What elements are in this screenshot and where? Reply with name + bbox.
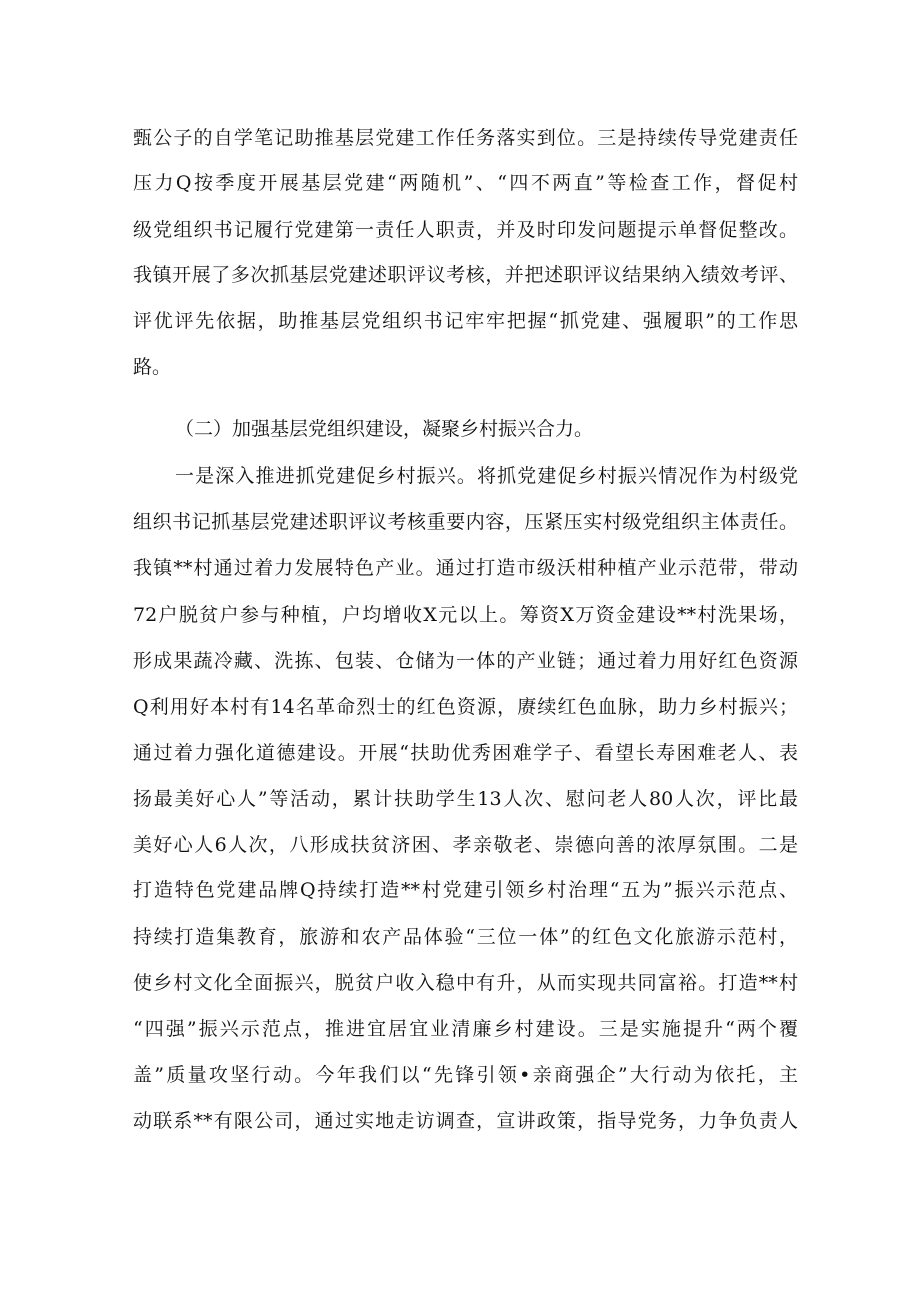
paragraph-line: 扬最美好心人”等活动，累计扶助学生13人次、慰问老人80人次，评比最 bbox=[133, 788, 798, 810]
paragraph-line: 压力Q按季度开展基层党建“两随机”、“四不两直”等检查工作，督促村 bbox=[133, 172, 798, 194]
paragraph-line: 形成果蔬冷藏、洗拣、包装、仓储为一体的产业链；通过着力用好红色资源 bbox=[133, 650, 798, 672]
paragraph-line: 使乡村文化全面振兴，脱贫户收入稳中有升，从而实现共同富裕。打造**村 bbox=[133, 972, 798, 994]
paragraph-line: 72户脱贫户参与种植，户均增收X元以上。筹资X万资金建设**村洗果场， bbox=[133, 604, 798, 626]
paragraph-line: 动联系**有限公司，通过实地走访调查，宣讲政策，指导党务，力争负责人 bbox=[133, 1110, 798, 1132]
paragraph-line: 持续打造集教育，旅游和农产品体验“三位一体”的红色文化旅游示范村， bbox=[133, 926, 798, 948]
paragraph-line: 一是深入推进抓党建促乡村振兴。将抓党建促乡村振兴情况作为村级党 bbox=[175, 465, 798, 487]
paragraph-line: 甄公子的自学笔记助推基层党建工作任务落实到位。三是持续传导党建责任 bbox=[133, 127, 798, 149]
paragraph-line: 我镇**村通过着力发展特色产业。通过打造市级沃柑种植产业示范带，带动 bbox=[133, 557, 798, 579]
paragraph-line: 路。 bbox=[133, 356, 172, 378]
paragraph-line: 美好心人6人次，八形成扶贫济困、孝亲敬老、崇德向善的浓厚氛围。二是 bbox=[133, 834, 798, 856]
paragraph-line: 盖”质量攻坚行动。今年我们以“先锋引领•亲商强企”大行动为依托，主 bbox=[133, 1064, 798, 1086]
section-heading: （二）加强基层党组织建设，凝聚乡村振兴合力。 bbox=[175, 418, 594, 440]
paragraph-line: 级党组织书记履行党建第一责任人职责，并及时印发问题提示单督促整改。 bbox=[133, 219, 798, 241]
paragraph-line: 打造特色党建品牌Q持续打造**村党建引领乡村治理“五为”振兴示范点、 bbox=[133, 879, 798, 901]
paragraph-line: “四强”振兴示范点，推进宜居宜业清廉乡村建设。三是实施提升“两个覆 bbox=[133, 1018, 798, 1040]
paragraph-line: 通过着力强化道德建设。开展“扶助优秀困难学子、看望长寿困难老人、表 bbox=[133, 742, 798, 764]
paragraph-line: Q利用好本村有14名革命烈士的红色资源，赓续红色血脉，助力乡村振兴； bbox=[133, 696, 798, 718]
paragraph-line: 评优评先依据，助推基层党组织书记牢牢把握“抓党建、强履职”的工作思 bbox=[133, 310, 798, 332]
paragraph-line: 组织书记抓基层党建述职评议考核重要内容，压紧压实村级党组织主体责任。 bbox=[133, 511, 798, 533]
paragraph-line: 我镇开展了多次抓基层党建述职评议考核，并把述职评议结果纳入绩效考评、 bbox=[133, 264, 798, 286]
